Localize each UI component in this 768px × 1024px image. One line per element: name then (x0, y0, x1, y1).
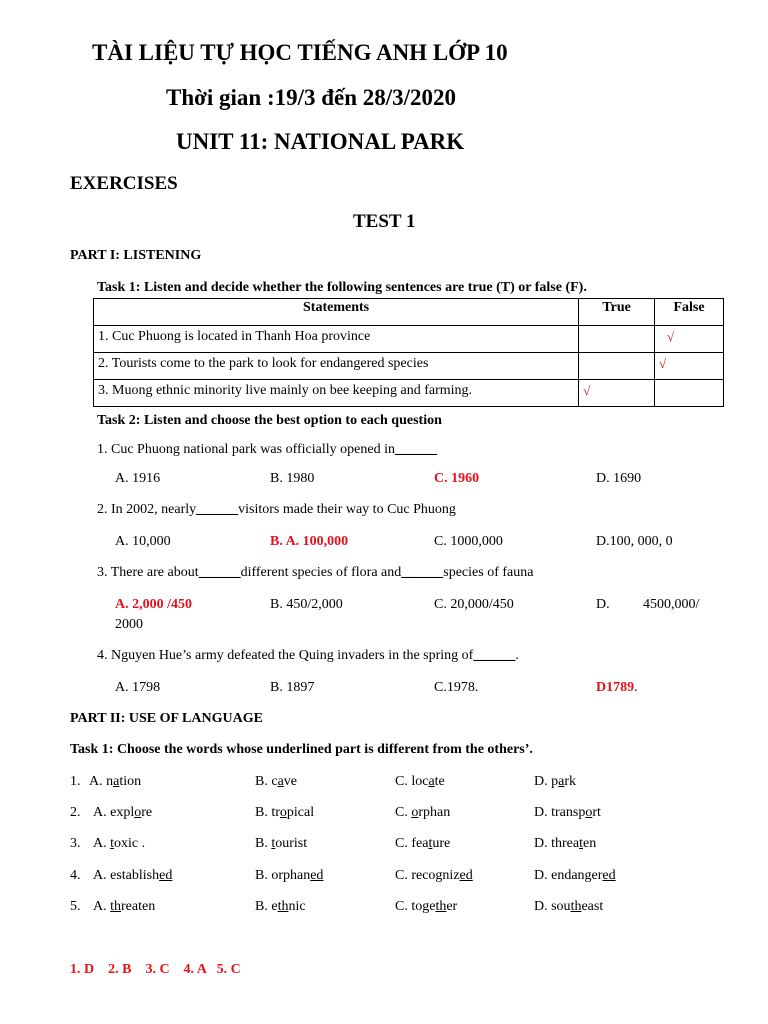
part1-heading: PART I: LISTENING (70, 248, 202, 263)
word-part: B. e (255, 899, 278, 914)
table-row (94, 326, 724, 353)
word-part: A. expl (93, 805, 135, 820)
option-c: C. 20,000/450 (434, 597, 514, 612)
option-d: D. (596, 597, 610, 612)
statement-cell: 2. Tourists come to the park to look for endangered species (94, 353, 579, 380)
word-part: reaten (121, 899, 156, 914)
table-header-row (94, 299, 724, 326)
word-part: B. (255, 836, 272, 851)
part1-task1-heading: Task 1: Listen and decide whether the following sentences are true (T) or false (F). (97, 280, 587, 295)
word-option-c (395, 805, 450, 821)
option-d-value: 4500,000/ (643, 597, 700, 612)
true-false-table (93, 298, 724, 407)
underlined-part: th (570, 899, 582, 914)
word-part: A. establish (93, 868, 160, 883)
question-text-end: species of fauna (443, 565, 534, 580)
word-part: east (581, 899, 604, 914)
option-c-correct: C. 1960 (434, 471, 480, 486)
header-true: True (579, 299, 655, 326)
underlined-part: o (279, 805, 287, 820)
word-part: tion (119, 774, 142, 789)
exercises-heading: EXERCISES (70, 173, 178, 194)
option-b: B. 450/2,000 (270, 597, 343, 612)
word-part: C. fea (395, 836, 429, 851)
word-part: rk (564, 774, 577, 789)
word-option-d (534, 805, 601, 821)
word-part: te (434, 774, 445, 789)
item-number: 1. (70, 774, 81, 789)
word-option-c (395, 899, 457, 915)
word-part: oxic . (114, 836, 146, 851)
word-part: B. orphan (255, 868, 311, 883)
answer-blank: ______ (394, 442, 437, 457)
header-statements: Statements (94, 299, 579, 326)
item-number: 3. (70, 836, 81, 851)
underlined-part: ed (159, 868, 173, 883)
question-text-cont: visitors made their way to Cuc Phuong (238, 502, 456, 517)
word-part: rphan (418, 805, 451, 820)
word-part: nic (288, 899, 306, 914)
word-part: ve (283, 774, 297, 789)
underlined-part: ed (602, 868, 616, 883)
option-c: C.1978. (434, 680, 479, 695)
underlined-part: a (113, 774, 120, 789)
true-cell (579, 353, 655, 380)
underlined-part: o (134, 805, 142, 820)
word-option-a (93, 868, 172, 884)
word-part: rt (592, 805, 601, 820)
word-part: ure (432, 836, 451, 851)
option-d-period: . (634, 680, 638, 695)
question-2 (97, 502, 456, 518)
word-part: A. (93, 899, 111, 914)
word-option-a (89, 774, 141, 790)
document-title: TÀI LIỆU TỰ HỌC TIẾNG ANH LỚP 10 (92, 40, 508, 65)
word-part: C. toge (395, 899, 436, 914)
part1-task2-heading: Task 2: Listen and choose the best option to each question (97, 413, 442, 428)
word-part: D. sou (534, 899, 571, 914)
underlined-part: t (110, 836, 115, 851)
word-part: C. recogniz (395, 868, 460, 883)
word-part: A. n (89, 774, 114, 789)
word-part: A. (93, 836, 111, 851)
underlined-part: th (435, 899, 447, 914)
underlined-part: a (558, 774, 565, 789)
question-text-end: . (515, 648, 519, 663)
true-cell: √ (579, 380, 655, 407)
false-cell: √ (655, 326, 724, 353)
question-text: 3. There are about (97, 565, 199, 580)
item-number: 2. (70, 805, 81, 820)
option-d (596, 680, 638, 696)
word-part: B. c (255, 774, 278, 789)
statement-cell: 3. Muong ethnic minority live mainly on bee keeping and farming. (94, 380, 579, 407)
answer-key: 1. D 2. B 3. C 4. A 5. C (70, 962, 241, 977)
word-part: er (446, 899, 458, 914)
table-row (94, 380, 724, 407)
word-option-b (255, 899, 306, 915)
word-part: en (582, 836, 597, 851)
word-option-d (534, 868, 616, 884)
underlined-part: t (271, 836, 276, 851)
option-a: A. 10,000 (115, 534, 171, 549)
underlined-part: t (579, 836, 583, 851)
answer-blank: ______ (198, 565, 241, 580)
option-d-value-wrap: 2000 (115, 617, 143, 632)
statement-cell: 1. Cuc Phuong is located in Thanh Hoa province (94, 326, 579, 353)
word-part: B. tr (255, 805, 280, 820)
option-b: B. 1897 (270, 680, 315, 695)
option-a: A. 1798 (115, 680, 161, 695)
word-part: C. loc (395, 774, 429, 789)
question-1 (97, 442, 437, 458)
question-text: 2. In 2002, nearly (97, 502, 197, 517)
false-cell (655, 380, 724, 407)
answer-blank: ______ (473, 648, 516, 663)
word-option-b (255, 774, 297, 790)
question-3 (97, 565, 533, 581)
word-option-a (93, 836, 145, 852)
word-part: D. p (534, 774, 559, 789)
word-part: D. threa (534, 836, 580, 851)
option-c: C. 1000,000 (434, 534, 503, 549)
word-option-d (534, 836, 596, 852)
question-text: 1. Cuc Phuong national park was officially opened in (97, 442, 395, 457)
underlined-part: th (110, 899, 122, 914)
header-false: False (655, 299, 724, 326)
word-option-a (93, 805, 152, 821)
word-option-c (395, 868, 473, 884)
option-a: A. 1916 (115, 471, 161, 486)
word-option-b (255, 868, 323, 884)
word-part: C. (395, 805, 412, 820)
table-row (94, 353, 724, 380)
question-text-cont: different species of flora and (240, 565, 402, 580)
unit-title: UNIT 11: NATIONAL PARK (176, 129, 465, 154)
word-option-a (93, 899, 155, 915)
answer-blank: ______ (401, 565, 444, 580)
underlined-part: th (277, 899, 289, 914)
word-option-d (534, 899, 603, 915)
word-part: pical (286, 805, 315, 820)
false-cell: √ (655, 353, 724, 380)
word-part: D. endanger (534, 868, 603, 883)
part2-task1-heading: Task 1: Choose the words whose underlined part is different from the others’. (70, 742, 533, 757)
underlined-part: ed (459, 868, 473, 883)
answer-blank: ______ (196, 502, 239, 517)
underlined-part: o (411, 805, 419, 820)
underlined-part: a (277, 774, 284, 789)
test-heading: TEST 1 (353, 211, 416, 232)
option-d-correct: D1789 (596, 680, 635, 695)
word-option-c (395, 774, 445, 790)
true-cell (579, 326, 655, 353)
underlined-part: o (585, 805, 593, 820)
word-part: ourist (275, 836, 308, 851)
option-d: D. 1690 (596, 471, 642, 486)
word-part: D. transp (534, 805, 586, 820)
question-text: 4. Nguyen Hue’s army defeated the Quing invaders in the spring of (97, 648, 474, 663)
underlined-part: a (428, 774, 435, 789)
word-option-b (255, 805, 314, 821)
word-option-c (395, 836, 450, 852)
item-number: 5. (70, 899, 81, 914)
option-b-correct: B. A. 100,000 (270, 534, 349, 549)
word-option-d (534, 774, 576, 790)
word-option-b (255, 836, 307, 852)
word-part: re (141, 805, 153, 820)
question-4 (97, 648, 519, 664)
underlined-part: ed (310, 868, 324, 883)
option-d: D.100, 000, 0 (596, 534, 673, 549)
part2-heading: PART II: USE OF LANGUAGE (70, 711, 263, 726)
underlined-part: t (428, 836, 433, 851)
time-period: Thời gian :19/3 đến 28/3/2020 (166, 85, 457, 110)
option-b: B. 1980 (270, 471, 315, 486)
option-a-correct: A. 2,000 /450 (115, 597, 192, 612)
item-number: 4. (70, 868, 81, 883)
